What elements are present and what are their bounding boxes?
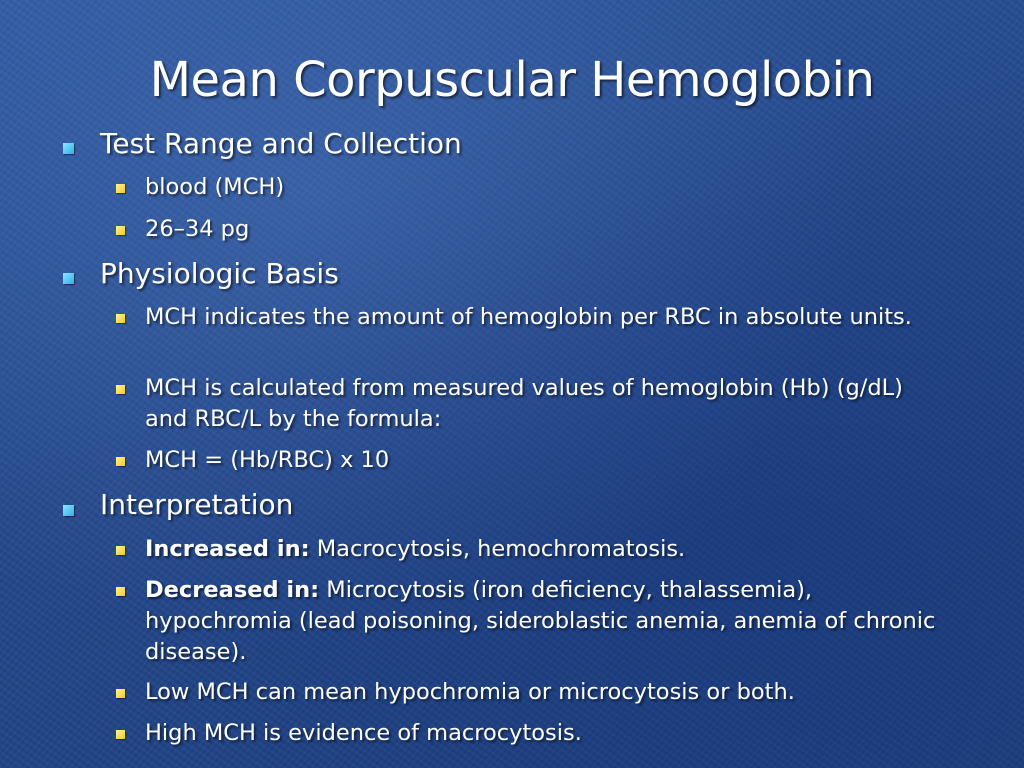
decreased-label: Decreased in: <box>145 577 320 603</box>
list-item: 26–34 pg <box>145 216 250 242</box>
section-heading-physiologic-basis: Physiologic Basis <box>100 257 339 290</box>
list-item: blood (MCH) <box>145 174 285 200</box>
increased-label: Increased in: <box>145 536 310 562</box>
list-item: Low MCH can mean hypochromia or microcytosis or both. <box>145 679 795 705</box>
decreased-text: Microcytosis (iron deficiency, thalassemia), hypochromia (lead poisoning, sideroblastic anemia, anemia of chronic disease). <box>145 577 936 665</box>
item-bullet-icon <box>116 226 125 235</box>
list-item <box>145 534 945 565</box>
section-bullet-icon <box>63 273 74 284</box>
item-bullet-icon <box>116 184 125 193</box>
section-heading-interpretation: Interpretation <box>100 488 294 521</box>
section-heading-test-range: Test Range and Collection <box>100 127 462 160</box>
section-bullet-icon <box>63 143 74 154</box>
item-bullet-icon <box>116 385 125 394</box>
item-bullet-icon <box>116 314 125 323</box>
section-bullet-icon <box>63 505 74 516</box>
item-bullet-icon <box>116 730 125 739</box>
item-bullet-icon <box>116 689 125 698</box>
slide-title: Mean Corpuscular Hemoglobin <box>149 52 875 108</box>
item-bullet-icon <box>116 457 125 466</box>
list-item: MCH indicates the amount of hemoglobin per RBC in absolute units. <box>145 304 912 330</box>
list-item: High MCH is evidence of macrocytosis. <box>145 720 582 746</box>
list-item: MCH is calculated from measured values of hemoglobin (Hb) (g/dL) and RBC/L by the formula: <box>145 375 903 432</box>
list-item <box>145 575 945 668</box>
item-bullet-icon <box>116 587 125 596</box>
item-bullet-icon <box>116 546 125 555</box>
increased-text: Macrocytosis, hemochromatosis. <box>316 536 686 562</box>
list-item: MCH = (Hb/RBC) x 10 <box>145 447 390 473</box>
